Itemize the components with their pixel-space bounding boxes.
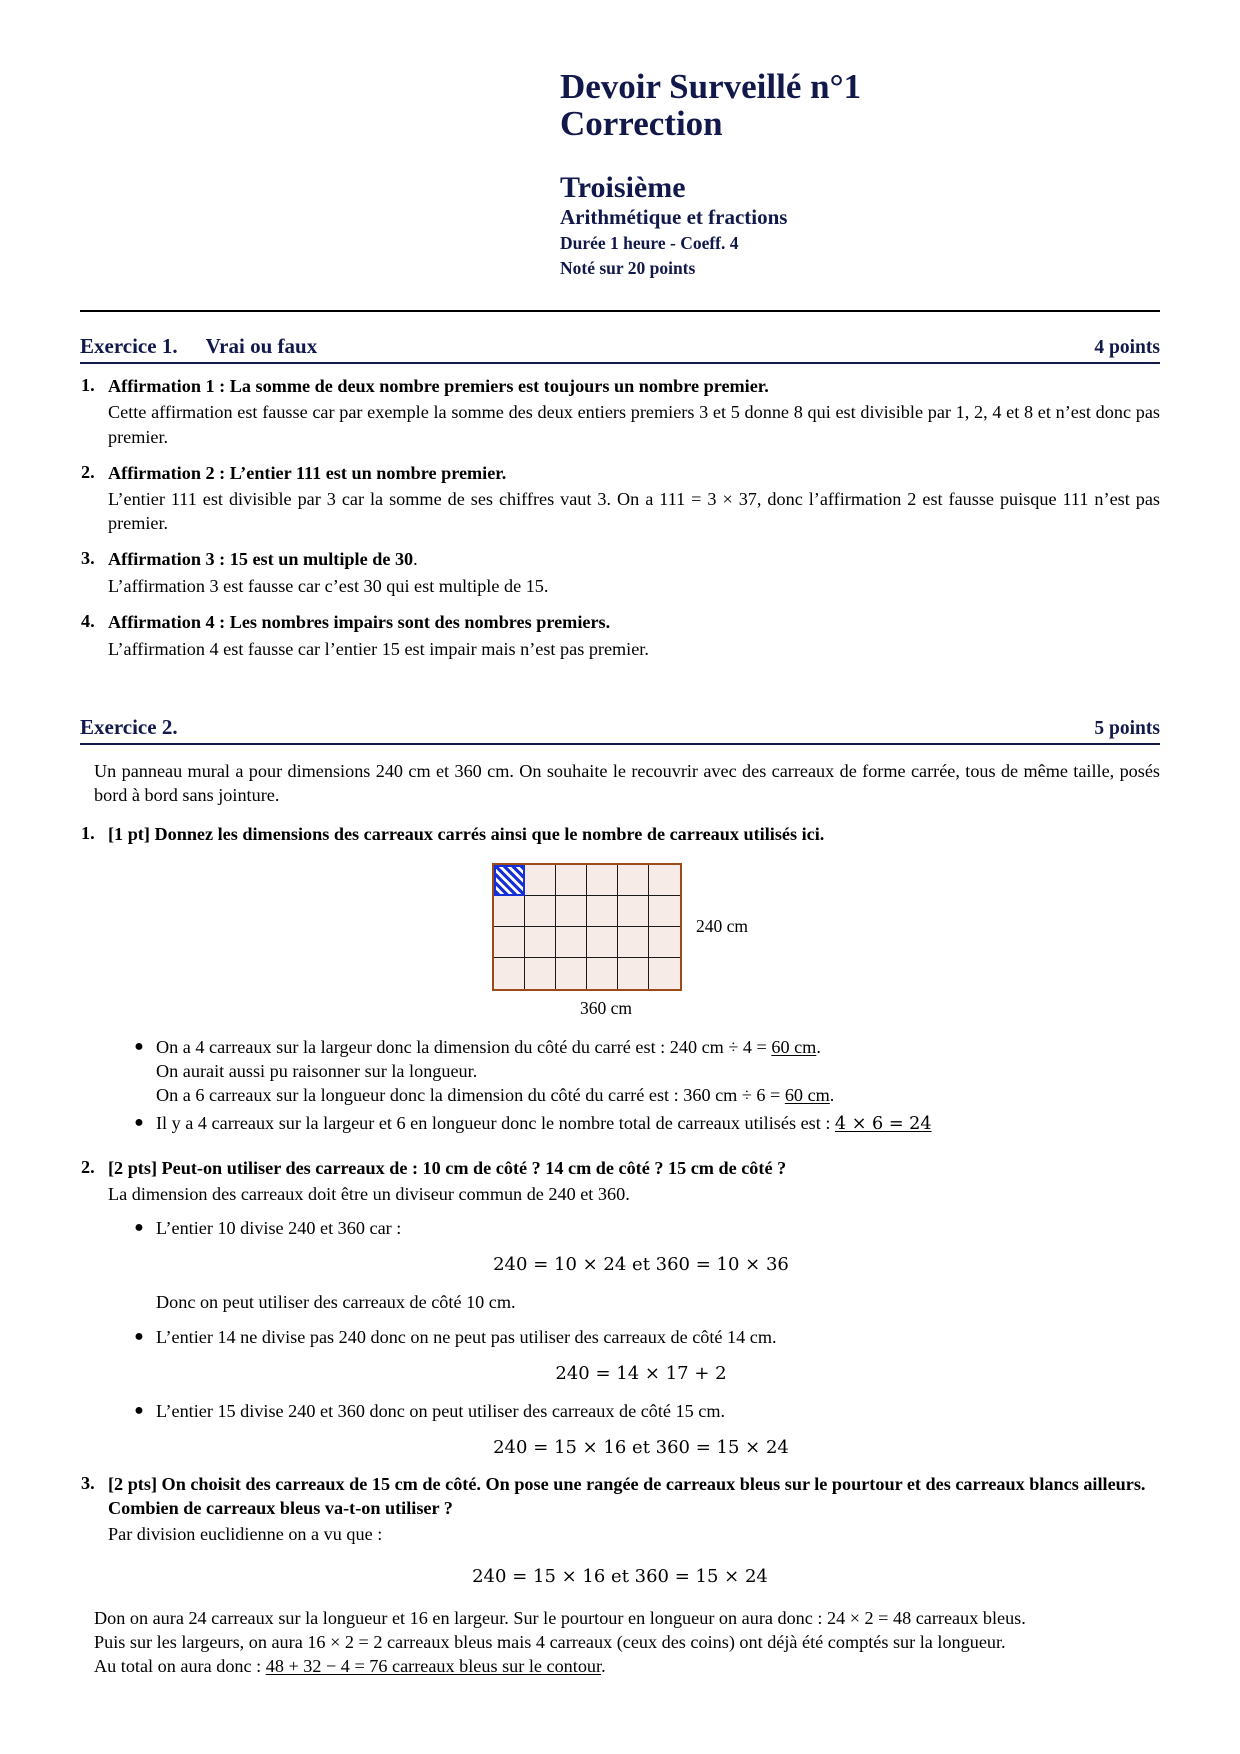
affirmation-answer: L’affirmation 3 est fausse car c’est 30 qui est multiple de 15. (108, 575, 549, 596)
grid-cell (494, 927, 525, 958)
bullet-icon: ● (134, 1114, 144, 1132)
affirmation-statement: Affirmation 1 : La somme de deux nombre premiers est toujours un nombre premier. (108, 375, 769, 396)
header-divider (80, 310, 1160, 312)
grid-cell (556, 927, 587, 958)
question-text: [1 pt] Donnez les dimensions des carreaux carrés ainsi que le nombre de carreaux utilisés ici. (108, 823, 825, 844)
grid-cell (618, 958, 649, 989)
affirmation-statement-tail: . (413, 549, 418, 570)
bullet-after-text: Donc on peut utiliser des carreaux de côté 10 cm. (156, 1292, 516, 1313)
exercise-2-heading (80, 715, 1160, 745)
bullet-text: L’entier 10 divise 240 et 360 car : (156, 1218, 402, 1239)
affirmation-answer: L’affirmation 4 est fausse car l’entier 15 est impair mais n’est pas premier. (108, 638, 649, 659)
affirmation-statement: Affirmation 3 : 15 est un multiple de 30 (108, 549, 414, 570)
grid-cell (618, 927, 649, 958)
equation: 240 = 15 × 16 et 360 = 15 × 24 (472, 1566, 768, 1588)
item-number: 3. (81, 1472, 95, 1493)
list-item (80, 823, 1160, 847)
question-answer-intro: Par division euclidienne on a vu que : (108, 1524, 383, 1545)
item-number: 4. (81, 610, 95, 631)
bullet-icon: ● (134, 1327, 144, 1345)
exercise-1-heading (80, 334, 1160, 364)
question-text: [2 pts] On choisit des carreaux de 15 cm de côté. On pose une rangée de carreaux bleus sur le pourtour et des carreaux blancs ailleurs. Combien de carreaux bleus va-t-on utiliser ? (108, 1473, 1146, 1518)
document-scale: Noté sur 20 points (560, 257, 696, 278)
figure-label-width: 360 cm (579, 997, 632, 1018)
grid-cell-hatched (494, 865, 525, 896)
grid-cell (618, 865, 649, 896)
bullet-result-1: 60 cm (771, 1036, 817, 1057)
grid-cell (587, 958, 618, 989)
exercise-1-body (80, 375, 1160, 661)
grid-cell (525, 896, 556, 927)
bullet-tail-2: . (829, 1085, 835, 1106)
list-item (122, 1325, 1160, 1386)
tiling-figure (80, 863, 1160, 1019)
grid-cell (587, 927, 618, 958)
bullet-text: L’entier 15 divise 240 et 360 donc on peut utiliser des carreaux de côté 15 cm. (156, 1400, 726, 1421)
bullet-icon: ● (134, 1219, 144, 1237)
grid-cell (556, 958, 587, 989)
grid-cell (525, 865, 556, 896)
exercise-1-label: Exercice 1. (80, 333, 178, 358)
q3-line-3-prefix: Au total on aura donc : (94, 1655, 266, 1676)
document-duration: Durée 1 heure - Coeff. 4 (560, 232, 739, 253)
figure-label-height: 240 cm (695, 916, 748, 937)
list-item (80, 375, 1160, 449)
grid-cell (587, 896, 618, 927)
q3-line-3-result: 48 + 32 − 4 = 76 carreaux bleus sur le contour (265, 1655, 602, 1676)
grid-cell (649, 927, 680, 958)
tile-grid (492, 863, 682, 991)
bullet-text: Il y a 4 carreaux sur la largeur et 6 en longueur donc le nombre total de carreaux utilisés est : (156, 1113, 835, 1134)
affirmation-statement: Affirmation 2 : L’entier 111 est un nombre premier. (108, 462, 507, 483)
list-item (122, 1216, 1160, 1314)
q1-bullet-list (122, 1035, 1160, 1137)
document-title-line2: Correction (560, 104, 723, 144)
item-number: 1. (81, 822, 95, 843)
list-item (122, 1111, 1160, 1136)
affirmation-statement: Affirmation 4 : Les nombres impairs sont des nombres premiers. (108, 611, 611, 632)
list-item (80, 1157, 1160, 1207)
equation: 240 = 10 × 24 et 360 = 10 × 36 (493, 1254, 789, 1276)
list-item (122, 1399, 1160, 1460)
grid-cell (556, 865, 587, 896)
list-item (80, 548, 1160, 598)
grid-cell (525, 927, 556, 958)
bullet-text: L’entier 14 ne divise pas 240 donc on ne peut pas utiliser des carreaux de côté 14 cm. (156, 1326, 777, 1347)
exercise-2-question-list-2 (80, 1157, 1160, 1207)
list-item (122, 1035, 1160, 1108)
grid-cell (649, 865, 680, 896)
list-item (80, 462, 1160, 536)
item-number: 3. (81, 548, 95, 569)
document-header (0, 0, 1240, 280)
question-answer: La dimension des carreaux doit être un diviseur commun de 240 et 360. (108, 1184, 630, 1205)
q3-line-3-tail: . (601, 1655, 606, 1676)
q3-line-1: Don on aura 24 carreaux sur la longueur et 16 en largeur. Sur le pourtour en longueur on aura donc : 24 × 2 = 48 carreaux bleus. (94, 1608, 1026, 1629)
bullet-icon: ● (134, 1037, 144, 1055)
list-item (80, 611, 1160, 661)
grid-cell (649, 896, 680, 927)
equation: 240 = 15 × 16 et 360 = 15 × 24 (493, 1436, 789, 1458)
q2-bullet-list (122, 1216, 1160, 1460)
item-number: 2. (81, 461, 95, 482)
question-text: [2 pts] Peut-on utiliser des carreaux de : 10 cm de côté ? 14 cm de côté ? 15 cm de côté ? (108, 1157, 787, 1178)
bullet-result: 4 × 6 = 24 (834, 1114, 932, 1135)
exercise-2-body (80, 759, 1160, 1679)
section-spacer (0, 661, 1240, 693)
exercise-2-question-list (80, 823, 1160, 847)
grid-cell (587, 865, 618, 896)
item-number: 1. (81, 374, 95, 395)
document-title (560, 68, 1160, 143)
document-topic: Arithmétique et fractions (560, 204, 788, 229)
grid-cell (494, 958, 525, 989)
exercise-2-points: 5 points (1094, 717, 1160, 739)
bullet-tail-1: . (816, 1036, 821, 1057)
grid-cell (525, 958, 556, 989)
exercise-2-intro: Un panneau mural a pour dimensions 240 cm et 360 cm. On souhaite le recouvrir avec des carreaux de forme carrée, tous de même taille, posés bord à bord sans jointure. (94, 760, 1160, 805)
list-item (80, 1473, 1160, 1546)
bullet-line-1c: On a 6 carreaux sur la longueur donc la dimension du côté du carré est : 360 cm ÷ 6 = (156, 1085, 785, 1106)
exercise-1-name: Vrai ou faux (205, 333, 318, 358)
bullet-result-2: 60 cm (784, 1085, 830, 1106)
affirmation-answer: Cette affirmation est fausse car par exemple la somme des deux entiers premiers 3 et 5 donne 8 qui est divisible par 1, 2, 4 et 8 et n’est donc pas premier. (108, 402, 1160, 447)
grid-cell (649, 958, 680, 989)
affirmation-answer: L’entier 111 est divisible par 3 car la somme de ses chiffres vaut 3. On a 111 = 3 × 37, donc l’affirmation 2 est fausse puisque 111 n’est pas premier. (108, 489, 1160, 534)
item-number: 2. (81, 1156, 95, 1177)
grid-cell (494, 896, 525, 927)
exercise-2-question-list-3 (80, 1473, 1160, 1546)
exercise-2-label: Exercice 2. (80, 714, 178, 739)
grid-cell (556, 896, 587, 927)
equation: 240 = 14 × 17 + 2 (555, 1362, 727, 1384)
grid-cell (618, 896, 649, 927)
bullet-line-1a: On a 4 carreaux sur la largeur donc la dimension du côté du carré est : 240 cm ÷ 4 = (156, 1036, 772, 1057)
q3-line-2: Puis sur les largeurs, on aura 16 × 2 = 2 carreaux bleus mais 4 carreaux (ceux des coins) ont déjà été comptés sur la longueur. (94, 1632, 1006, 1653)
affirmation-list (80, 375, 1160, 661)
exercise-1-points: 4 points (1094, 336, 1160, 358)
bullet-line-1b: On aurait aussi pu raisonner sur la longueur. (156, 1060, 478, 1081)
document-title-line1: Devoir Surveillé n°1 (560, 67, 862, 106)
document-subject: Troisième (560, 170, 686, 204)
bullet-icon: ● (134, 1401, 144, 1419)
